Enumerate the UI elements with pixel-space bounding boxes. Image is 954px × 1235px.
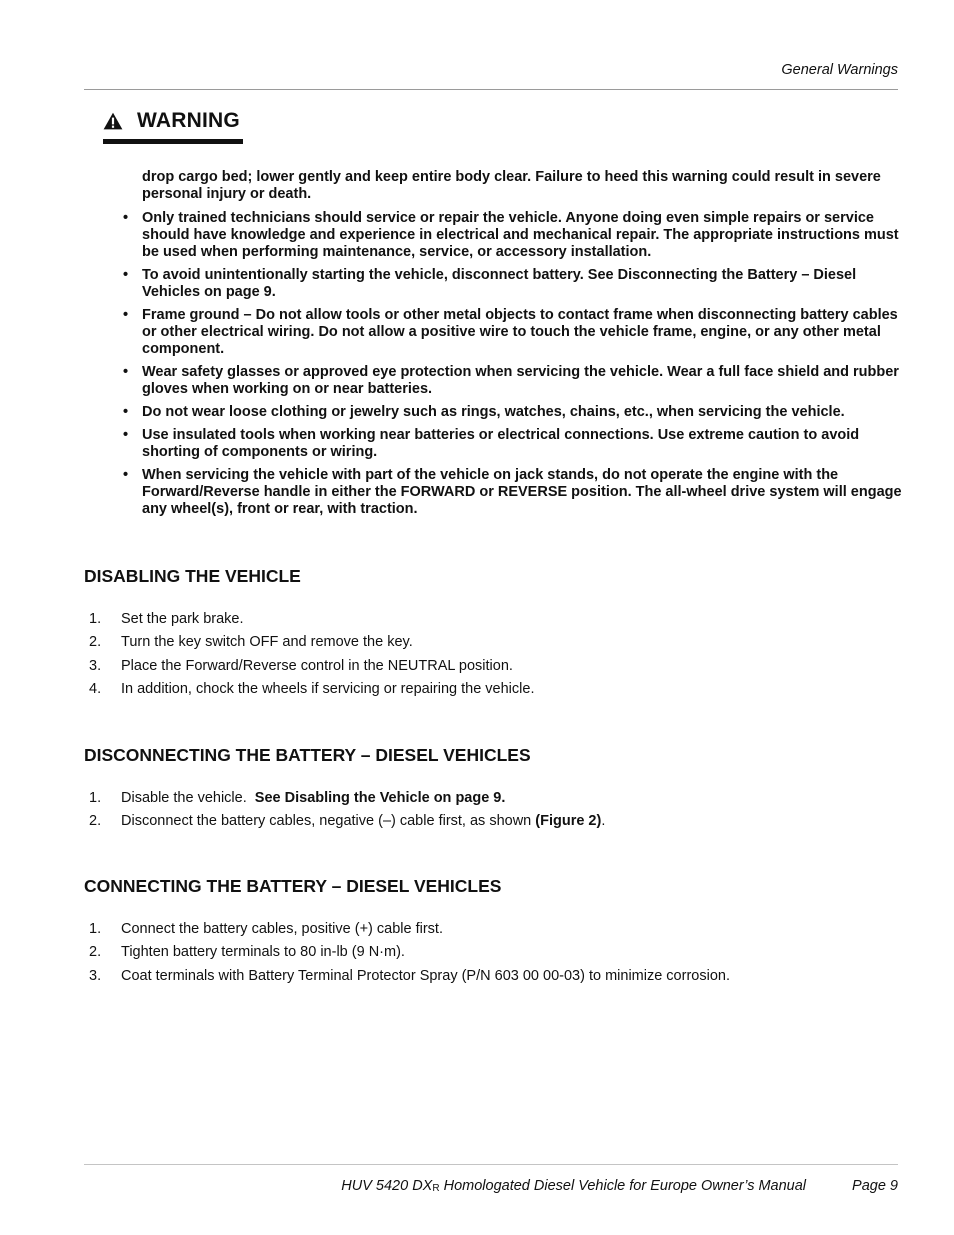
step-item (84, 921, 898, 944)
page-reference: See Disabling the Vehicle on page 9. (254, 790, 506, 806)
step-text: Coat terminals with Battery Terminal Protector Spray (P/N 603 00 00-03) to minimize corrosion. (121, 967, 730, 984)
bullet: • (123, 364, 129, 380)
step-item (84, 611, 898, 634)
warning-heading (103, 109, 240, 133)
step-number: 2. (89, 634, 102, 651)
step-text: Tighten battery terminals to 80 in-lb (9 N·m). (121, 944, 405, 961)
warning-item-text: Only trained technicians should service or repair the vehicle. Anyone doing even simple repairs or service should have knowledge and experience in electrical and mechanical repair. The appropriate instructions must be used when performing maintenance, service, or accessory installation. (142, 210, 899, 260)
running-header: General Warnings (781, 62, 898, 78)
step-number: 1. (89, 611, 102, 627)
warning-item (120, 467, 902, 518)
section-title-connecting: CONNECTING THE BATTERY – DIESEL VEHICLES (84, 876, 502, 896)
step-text: Disable the vehicle. (121, 790, 255, 806)
connecting-steps (84, 921, 898, 991)
step-item (84, 681, 898, 704)
manual-title-prefix: HUV 5420 DX (341, 1178, 433, 1194)
step-number: 1. (89, 790, 102, 806)
warning-item-text: Frame ground – Do not allow tools or other metal objects to contact frame when disconnecting battery cables or other electrical wiring. Do not allow a positive wire to touch the vehicle frame, engine, or any other metal component. (142, 307, 898, 357)
page-footer (341, 1178, 898, 1194)
warning-item-text: To avoid unintentionally starting the vehicle, disconnect battery. See Disconnecting the Battery – Diesel Vehicles on page 9. (142, 267, 857, 300)
warning-item (120, 404, 902, 421)
step-item (84, 790, 898, 813)
header-rule (84, 89, 898, 90)
bullet: • (123, 210, 129, 226)
section-title-disabling: DISABLING THE VEHICLE (84, 566, 301, 586)
bullet: • (123, 307, 129, 323)
section-title-disconnecting: DISCONNECTING THE BATTERY – DIESEL VEHICLES (84, 745, 531, 765)
warning-item-text: Wear safety glasses or approved eye protection when servicing the vehicle. Wear a full face shield and rubber gloves when working on or near batteries. (142, 364, 899, 397)
warning-underline (103, 139, 243, 144)
bullet: • (123, 404, 129, 420)
warning-item-text: When servicing the vehicle with part of the vehicle on jack stands, do not operate the engine with the Forward/Reverse handle in either the FORWARD or REVERSE position. The all-wheel drive system will engage any wheel(s), front or rear, with traction. (142, 467, 902, 517)
step-text: Place the Forward/Reverse control in the NEUTRAL position. (121, 657, 513, 674)
page-number: Page 9 (852, 1178, 898, 1194)
manual-title-subscript: R (432, 1183, 440, 1194)
step-item (84, 634, 898, 657)
step-number: 2. (89, 813, 102, 830)
step-number: 2. (89, 944, 102, 961)
step-item (84, 658, 898, 681)
step-text: Connect the battery cables, positive (+) cable first. (121, 921, 443, 937)
step-item (84, 944, 898, 967)
step-number: 3. (89, 657, 102, 674)
step-text: Set the park brake. (121, 611, 244, 627)
step-text: Disconnect the battery cables, negative (–) cable first, as shown (121, 813, 536, 830)
warning-item (120, 267, 902, 301)
step-item (84, 813, 898, 836)
bullet: • (123, 427, 129, 443)
warning-item-text: Use insulated tools when working near batteries or electrical connections. Use extreme caution to avoid shorting of components or wiring. (142, 427, 860, 460)
step-number: 3. (89, 967, 102, 984)
step-text: Turn the key switch OFF and remove the key. (121, 634, 413, 651)
footer-rule (84, 1164, 898, 1165)
warning-item (120, 307, 902, 358)
warning-item-text: Do not wear loose clothing or jewelry such as rings, watches, chains, etc., when servicing the vehicle. (142, 404, 845, 420)
disconnecting-steps (84, 790, 898, 837)
disabling-steps (84, 611, 898, 704)
warning-triangle-icon (103, 112, 123, 130)
warning-item (120, 364, 902, 398)
step-text-tail: . (601, 813, 606, 830)
warning-item (120, 427, 902, 461)
warning-intro: drop cargo bed; lower gently and keep entire body clear. Failure to heed this warning could result in severe personal injury or death. (142, 169, 881, 202)
bullet: • (123, 467, 129, 483)
bullet: • (123, 267, 129, 283)
step-number: 4. (89, 680, 102, 697)
warning-label: WARNING (137, 109, 240, 132)
warning-list (120, 210, 902, 524)
step-item (84, 968, 898, 991)
manual-title-suffix: Homologated Diesel Vehicle for Europe Owner’s Manual (439, 1178, 807, 1194)
manual-title (341, 1178, 806, 1194)
step-number: 1. (89, 921, 102, 937)
step-text: In addition, chock the wheels if servicing or repairing the vehicle. (121, 680, 535, 697)
figure-reference: (Figure 2) (535, 813, 602, 830)
warning-item (120, 210, 902, 261)
